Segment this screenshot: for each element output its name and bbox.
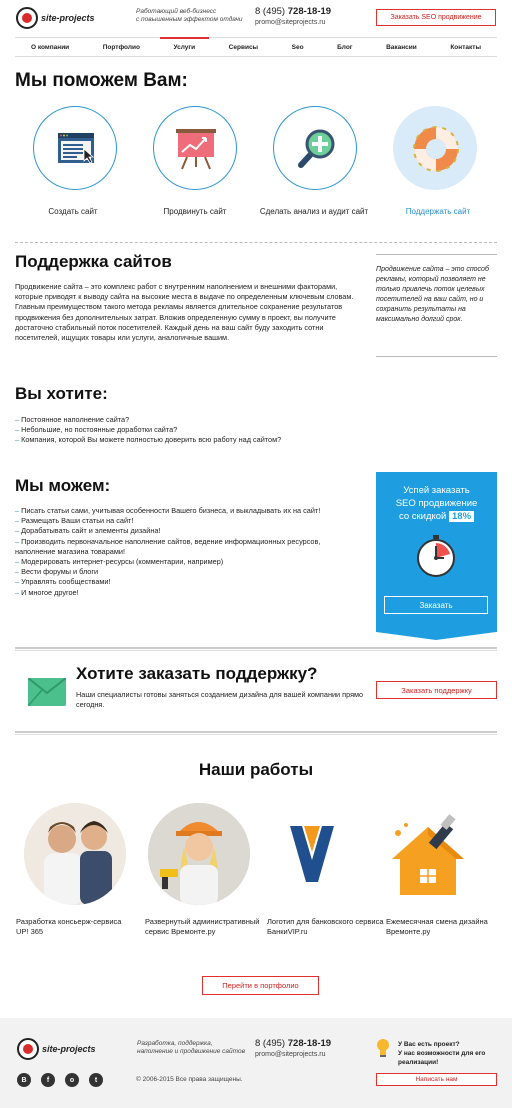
list-item: – Управлять сообществами! xyxy=(15,577,360,587)
service-label[interactable]: Создать сайт xyxy=(48,207,98,216)
side-quote: Продвижение сайта – это способ рекламы, который позволяет не только привлечь поток целевых посетителей на ваш сайт, но и сохранить результаты на максимально долгий срок. xyxy=(376,266,489,323)
nav-item-services[interactable]: Услуги xyxy=(174,38,196,56)
want-list xyxy=(15,415,375,446)
phone-number: 728-18-19 xyxy=(287,6,332,17)
nav-item-seo[interactable]: Seo xyxy=(291,43,304,51)
project-line: У Вас есть проект? xyxy=(398,1041,460,1048)
copyright: © 2006-2015 Все права защищены. xyxy=(136,1076,243,1083)
facebook-icon[interactable]: f xyxy=(41,1073,55,1087)
logo-text: site-projects xyxy=(42,1044,96,1054)
house-painting-icon[interactable] xyxy=(384,813,474,899)
nav-item-blog[interactable]: Блог xyxy=(337,43,353,51)
want-title: Вы хотите: xyxy=(15,384,108,403)
service-promote-circle[interactable] xyxy=(153,106,237,190)
list-item: – И многое другое! xyxy=(15,588,360,598)
works-title: Наши работы xyxy=(198,760,314,779)
service-audit-circle[interactable] xyxy=(273,106,357,190)
list-item: – Модерировать интернет-ресурсы (комментарии, например) xyxy=(15,557,360,567)
phone-prefix: 8 (495) xyxy=(255,6,286,17)
project-line: У нас возможности для его реализации! xyxy=(398,1050,486,1066)
list-item: – Вести форумы и блоги xyxy=(15,567,360,577)
promo-line-text: со скидкой xyxy=(398,511,447,522)
help-title: Мы поможем Вам: xyxy=(15,70,188,91)
service-support-circle[interactable] xyxy=(393,106,477,190)
promo-box xyxy=(376,472,497,632)
discount-badge: 18% xyxy=(449,511,474,522)
work-label[interactable]: Развернутый административный сервис Времонте.ру xyxy=(145,917,260,936)
list-item: – Размещать Ваши статьи на сайт! xyxy=(15,516,360,526)
service-label[interactable]: Сделать анализ и аудит сайт xyxy=(259,207,369,216)
work-label[interactable]: Ежемесячная смена дизайна Времонте.ру xyxy=(386,917,488,936)
promo-order-button[interactable]: Заказать xyxy=(384,596,488,614)
odnoklassniki-icon[interactable]: о xyxy=(65,1073,79,1087)
promo-line xyxy=(376,510,497,523)
twitter-icon[interactable]: t xyxy=(89,1073,103,1087)
header-email[interactable]: promo@siteprojects.ru xyxy=(255,19,326,26)
slogan-line: наполнение и продвижение сайтов xyxy=(137,1048,245,1055)
footer-slogan xyxy=(137,1040,245,1056)
quote-rule-bottom xyxy=(376,356,497,357)
slogan-line: с повышенным эффектом отдачи xyxy=(136,16,243,23)
order-support-button[interactable]: Заказать поддержку xyxy=(376,681,497,699)
footer-email[interactable]: promo@siteprojects.ru xyxy=(255,1051,326,1058)
project-question xyxy=(398,1040,498,1067)
envelope-icon xyxy=(28,678,66,706)
nav-item-portfolio[interactable]: Портфолио xyxy=(102,43,140,51)
footer-logo[interactable] xyxy=(17,1038,96,1060)
portfolio-button[interactable]: Перейти в портфолио xyxy=(202,976,319,995)
list-item: – Небольшие, но постоянные доработки сайта? xyxy=(15,425,375,435)
work-image-concierge[interactable] xyxy=(24,803,126,905)
site-logo[interactable] xyxy=(16,7,95,29)
list-item: – Компания, которой Вы можете полностью доверить всю работу над сайтом? xyxy=(15,435,375,445)
worker-photo-icon xyxy=(148,803,250,905)
magnifier-plus-icon xyxy=(274,107,358,191)
work-label[interactable]: Логотип для банковского сервиса БанкиVIP.ru xyxy=(267,917,384,936)
slogan-line: Разработка, поддержка, xyxy=(137,1040,213,1047)
nav-item-jobs[interactable]: Вакансии xyxy=(386,43,417,51)
divider xyxy=(15,731,497,735)
service-label[interactable]: Продвинуть сайт xyxy=(163,207,227,216)
nav-item-tools[interactable]: Сервисы xyxy=(228,43,259,51)
lightbulb-icon xyxy=(376,1038,390,1058)
support-text: Продвижение сайта – это комплекс работ с внутренним наполнением и внешними факторами, которые приводят к выводу сайта на высокие места в выдаче по определенным ключевым словам. Главным преимуществом такого метода рекламы является длительное сохранение результатов продвижения без дополнительных затрат. Вложив определенную сумму в проект, вы получите достаточно стабильный поток посетителей. Каждый день на ваш сайт буду заходить сотни посетителей, ищущих товары или услуги, аналогичные вашим. xyxy=(15,282,354,343)
order-seo-button[interactable]: Заказать SEO продвижение xyxy=(376,9,496,26)
service-create-circle[interactable] xyxy=(33,106,117,190)
lifebuoy-icon xyxy=(394,107,478,191)
footer-phone[interactable] xyxy=(255,1038,331,1049)
header-slogan xyxy=(136,8,242,24)
write-us-button[interactable]: Написать нам xyxy=(376,1073,497,1086)
list-item: – Писать статьи сами, учитывая особенности Вашего бизнеса, и выкладывать их на сайт! xyxy=(15,506,360,516)
can-title: Мы можем: xyxy=(15,476,111,495)
stopwatch-icon xyxy=(414,534,458,578)
main-nav xyxy=(15,37,497,57)
quote-rule-top xyxy=(376,254,497,255)
list-item: – Производить первоначальное наполнение сайтов, ведение информационных ресурсов, наполнение магазина товарами! xyxy=(15,537,360,557)
site-header xyxy=(0,0,512,36)
promo-line: SEO продвижение xyxy=(395,498,478,509)
order-title: Хотите заказать поддержку? xyxy=(76,664,318,683)
phone-prefix: 8 (495) xyxy=(255,1038,286,1049)
can-list xyxy=(15,506,360,598)
presentation-chart-icon xyxy=(154,107,238,191)
work-label[interactable]: Разработка консьерж-сервиса UP! 365 xyxy=(16,917,122,936)
phone-number: 728-18-19 xyxy=(287,1038,332,1049)
promo-line: Успей заказать xyxy=(403,485,470,496)
support-title: Поддержка сайтов xyxy=(15,252,172,271)
bankivip-logo-icon[interactable] xyxy=(288,826,336,882)
list-item: – Дорабатывать сайт и элементы дизайна! xyxy=(15,526,360,536)
promo-text xyxy=(376,484,497,523)
order-text: Наши специалисты готовы заняться созданием дизайна для вашей компании прямо сегодня. xyxy=(76,690,364,710)
site-footer xyxy=(0,1018,512,1108)
logo-text: site-projects xyxy=(41,13,95,23)
nav-item-contacts[interactable]: Контакты xyxy=(450,43,481,51)
list-item: – Постоянное наполнение сайта? xyxy=(15,415,375,425)
header-phone[interactable] xyxy=(255,6,331,17)
nav-item-about[interactable]: О компании xyxy=(31,43,70,51)
work-image-vremonte[interactable] xyxy=(148,803,250,905)
website-icon xyxy=(34,107,118,191)
divider xyxy=(15,647,497,651)
vk-icon[interactable]: В xyxy=(17,1073,31,1087)
service-label-active[interactable]: Поддержать сайт xyxy=(405,207,471,216)
logo-mark-icon xyxy=(16,7,38,29)
divider xyxy=(15,242,497,243)
people-photo-icon xyxy=(24,803,126,905)
logo-mark-icon xyxy=(17,1038,39,1060)
slogan-line: Работающий веб-бизнесс xyxy=(136,8,217,15)
